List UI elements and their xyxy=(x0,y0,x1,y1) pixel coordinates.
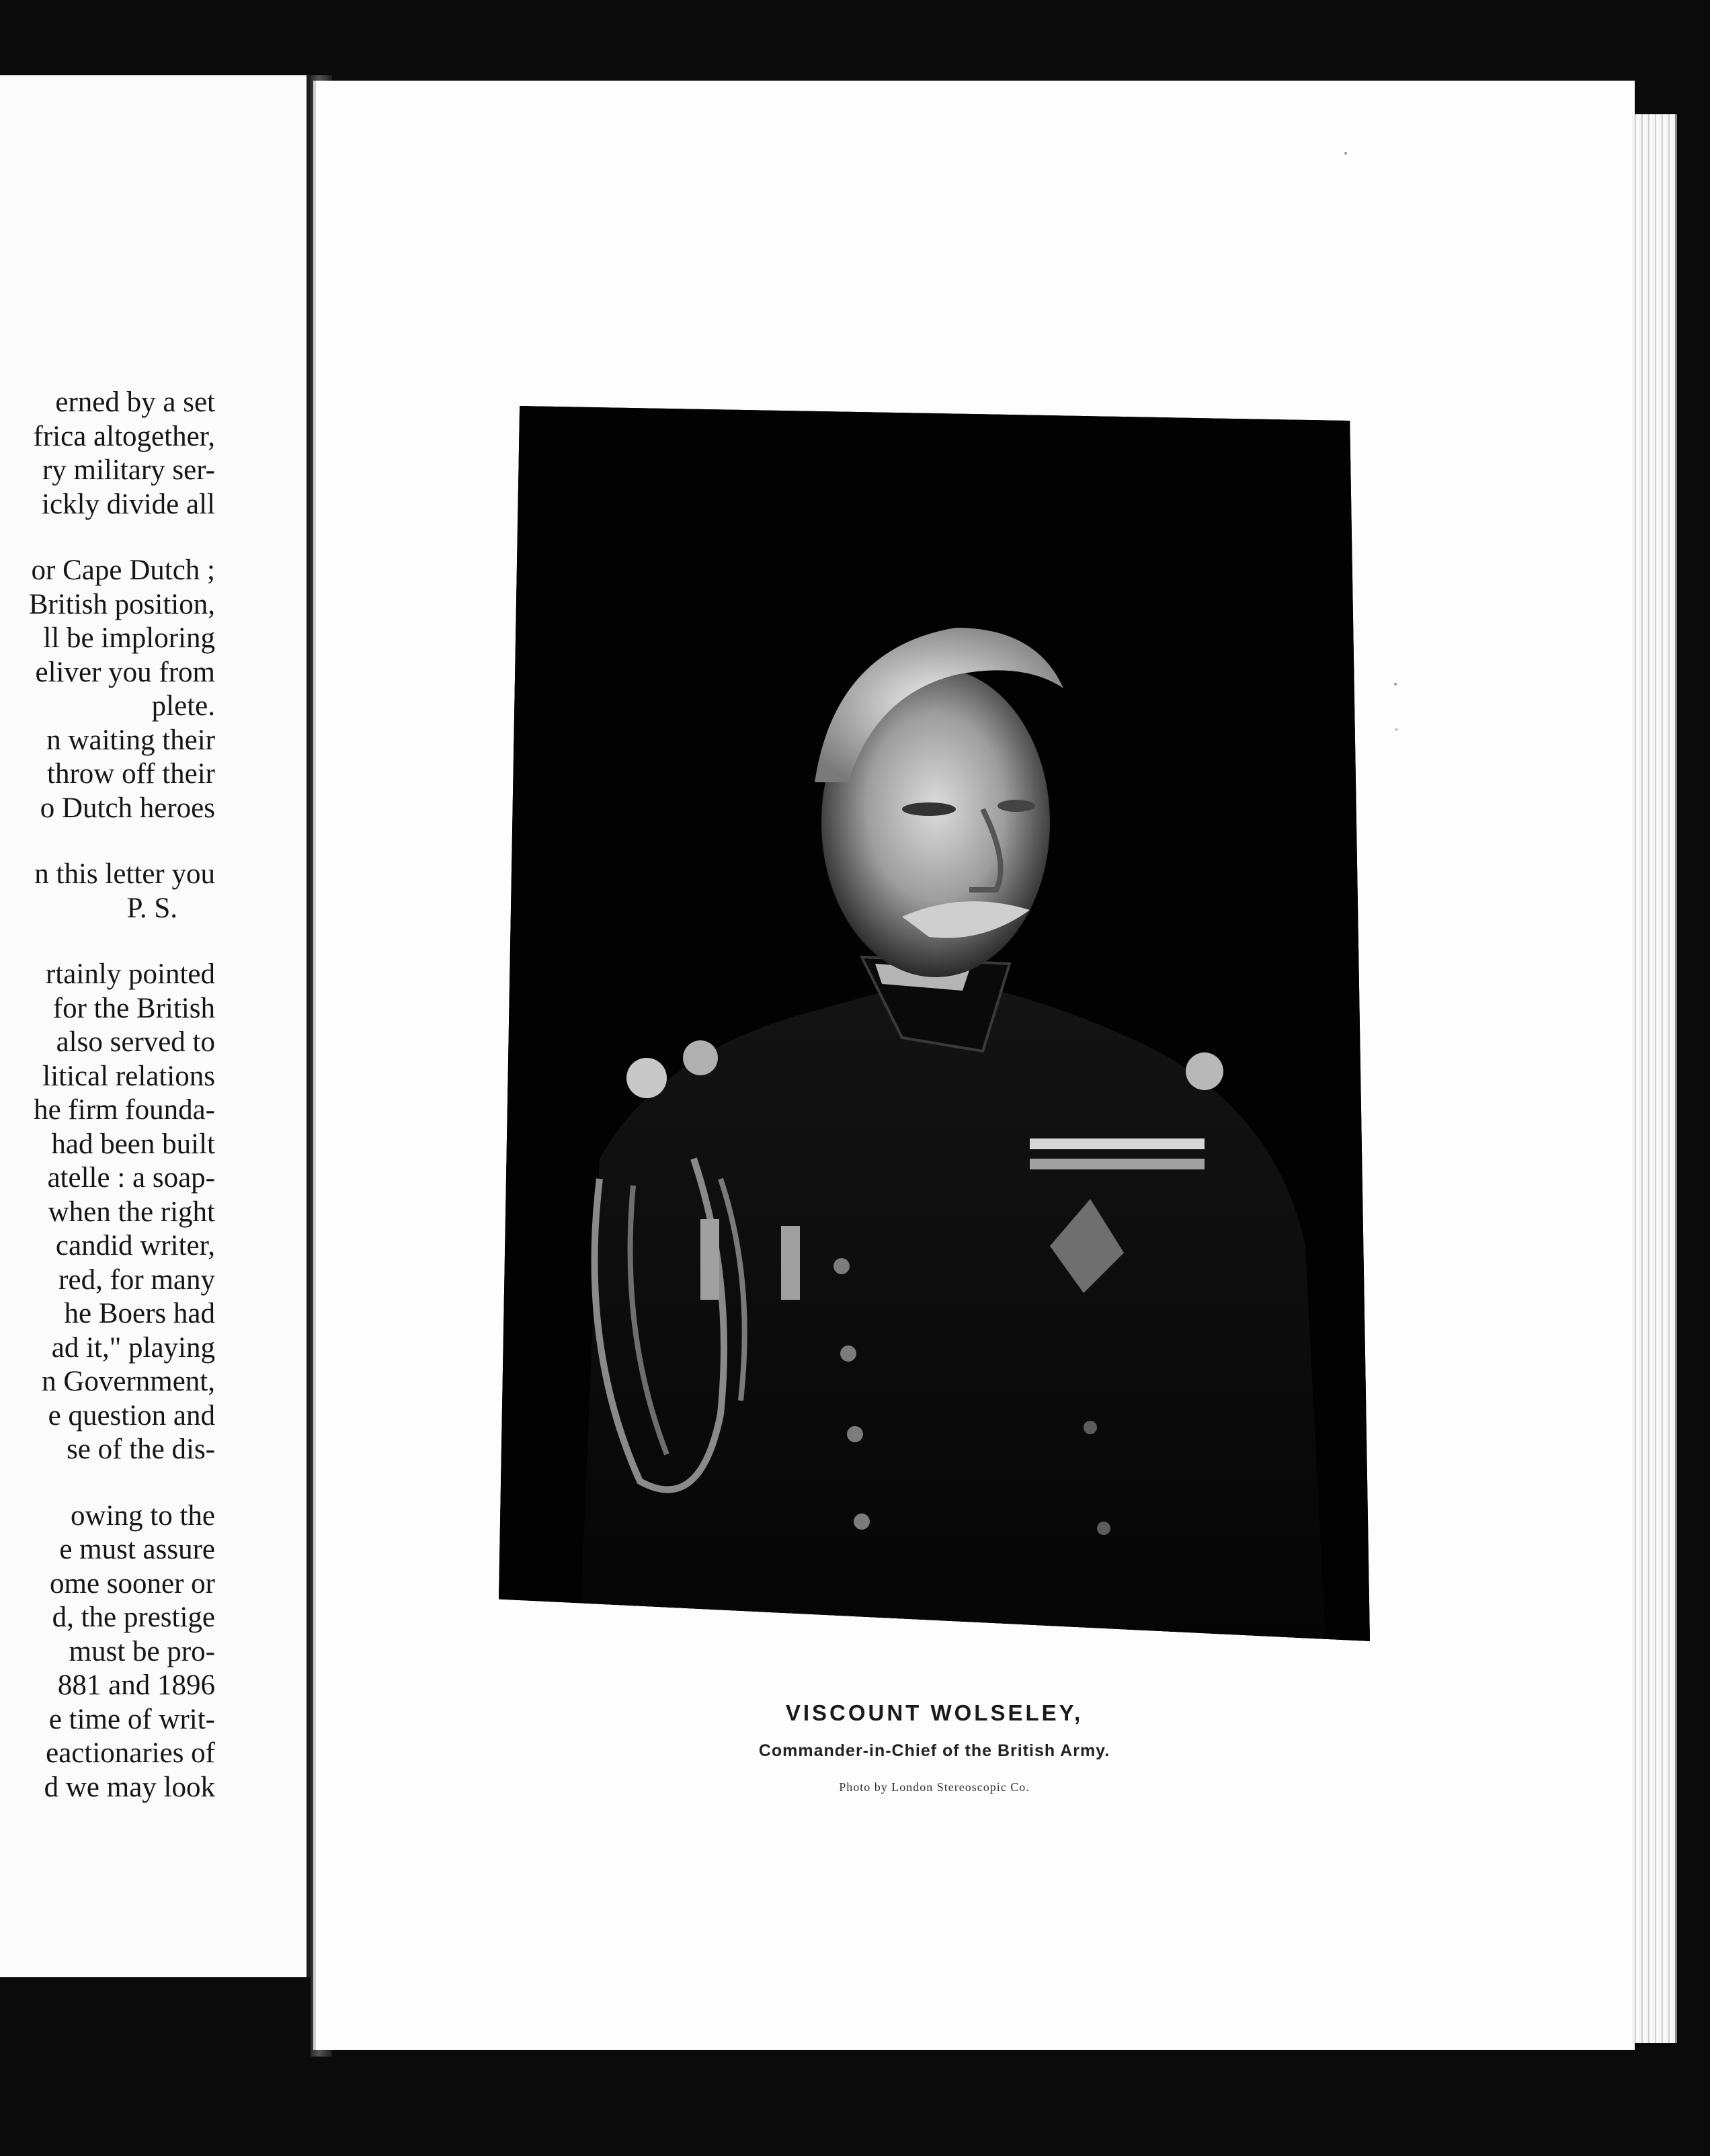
text-line: ad it," playing xyxy=(51,1331,215,1364)
text-line: frica altogether, xyxy=(33,420,215,452)
text-line: must be pro- xyxy=(69,1635,215,1667)
text-line: or Cape Dutch ; xyxy=(31,554,215,586)
page-edges xyxy=(1632,114,1677,2043)
text-line: also served to xyxy=(56,1026,215,1058)
left-page xyxy=(0,75,312,1977)
text-line: rtainly pointed xyxy=(46,958,215,990)
text-line: d, the prestige xyxy=(52,1602,215,1633)
text-line: d we may look xyxy=(44,1771,215,1803)
left-page-text xyxy=(0,386,215,1805)
text-line: ickly divide all xyxy=(42,488,215,520)
paragraph-gap xyxy=(0,825,215,858)
text-line: red, for many xyxy=(58,1263,215,1296)
text-line: n this letter you xyxy=(34,858,215,890)
photo-credit: Photo by London Stereoscopic Co. xyxy=(839,1780,1030,1794)
text-line: when the right xyxy=(48,1196,215,1228)
text-line: 881 and 1896 xyxy=(57,1669,215,1701)
text-line: plete. xyxy=(151,690,215,722)
text-line: n Government, xyxy=(42,1366,215,1397)
text-line: British position, xyxy=(28,588,215,620)
text-line: n waiting their xyxy=(46,724,215,756)
paragraph-gap xyxy=(0,522,215,554)
signature-initials: P. S. xyxy=(126,892,177,924)
text-line: e must assure xyxy=(59,1534,215,1565)
portrait-photograph xyxy=(499,406,1370,1641)
text-line: e time of writ- xyxy=(48,1703,215,1735)
text-line: had been built xyxy=(51,1128,215,1160)
text-line: he Boers had xyxy=(64,1298,215,1329)
text-line: candid writer, xyxy=(55,1230,215,1261)
paragraph-gap xyxy=(0,1467,215,1499)
text-line: ome sooner or xyxy=(50,1567,215,1600)
text-line: o Dutch heroes xyxy=(40,792,215,824)
text-line: litical relations xyxy=(42,1060,215,1092)
plate-title: VISCOUNT WOLSELEY, xyxy=(785,1700,1084,1725)
text-line: ry military ser- xyxy=(42,454,215,486)
text-line: erned by a set xyxy=(55,386,215,418)
text-line: he firm founda- xyxy=(34,1094,215,1126)
portrait-image xyxy=(499,406,1370,1641)
text-line: for the British xyxy=(52,992,215,1024)
paragraph-gap xyxy=(0,925,215,958)
text-line: se of the dis- xyxy=(67,1434,215,1465)
text-line: owing to the xyxy=(71,1499,215,1532)
text-line: eactionaries of xyxy=(46,1737,215,1769)
text-line: atelle : a soap- xyxy=(47,1162,215,1194)
text-line: eliver you from xyxy=(35,656,215,688)
text-line: throw off their xyxy=(47,758,215,790)
plate-subtitle: Commander-in-Chief of the British Army. xyxy=(758,1741,1110,1760)
text-line: ll be imploring xyxy=(43,622,215,654)
text-line: e question and xyxy=(48,1399,215,1432)
